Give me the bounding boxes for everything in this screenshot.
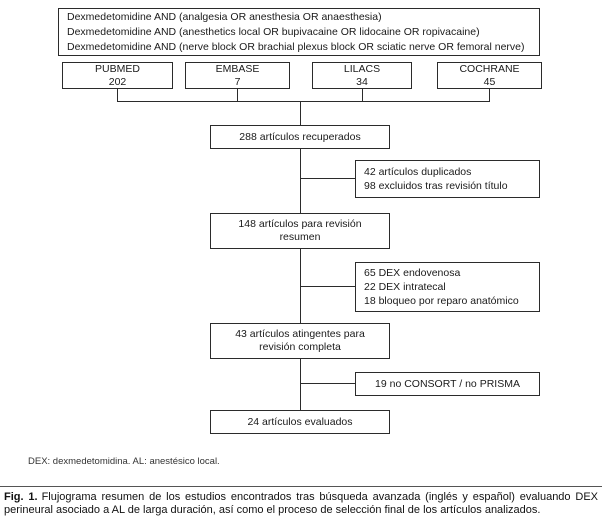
connector-line bbox=[117, 101, 490, 102]
exclusion-line: 22 DEX intratecal bbox=[364, 281, 446, 293]
exclusion-box-consort bbox=[355, 372, 540, 396]
flow-box-abstract-review bbox=[210, 213, 390, 249]
figure-caption-text: Flujograma resumen de los estudios encontrados tras búsqueda avanzada (inglés y español) evaluando DEX perineural asociado a AL de larga duración, así como el proceso de selección final de los artículos analizados. bbox=[4, 491, 599, 516]
flow-box-label: 288 artículos recuperados bbox=[239, 130, 361, 143]
connector-line bbox=[300, 383, 355, 384]
flow-box-label: 148 artículos para revisión bbox=[238, 218, 362, 230]
connector-line bbox=[300, 178, 355, 179]
caption-divider bbox=[0, 486, 602, 487]
flow-box-label: revisión completa bbox=[259, 341, 341, 353]
abbreviations-footnote: DEX: dexmedetomidina. AL: anestésico local. bbox=[28, 456, 220, 467]
database-box-lilacs bbox=[312, 62, 412, 89]
database-count: 34 bbox=[356, 75, 368, 88]
database-box-cochrane bbox=[437, 62, 542, 89]
flow-box-label: 24 artículos evaluados bbox=[247, 415, 353, 428]
database-box-pubmed bbox=[62, 62, 173, 89]
exclusion-line: 18 bloqueo por reparo anatómico bbox=[364, 295, 519, 307]
flow-box-retrieved bbox=[210, 125, 390, 149]
database-box-embase bbox=[185, 62, 290, 89]
connector-line bbox=[300, 149, 301, 213]
database-name: LILACS bbox=[343, 63, 381, 75]
connector-line bbox=[300, 359, 301, 410]
figure-caption bbox=[4, 491, 598, 517]
connector-line bbox=[300, 101, 301, 125]
connector-line bbox=[300, 286, 355, 287]
flow-box-label: resumen bbox=[279, 231, 321, 243]
connector-line bbox=[489, 89, 490, 101]
connector-line bbox=[362, 89, 363, 101]
exclusion-line: 98 excluidos tras revisión título bbox=[364, 180, 508, 192]
connector-line bbox=[237, 89, 238, 101]
search-query-line-3: Dexmedetomidine AND (nerve block OR brachial plexus block OR sciatic nerve OR femoral nerve) bbox=[67, 40, 525, 53]
exclusion-line: 42 artículos duplicados bbox=[364, 166, 472, 178]
exclusion-line: 19 no CONSORT / no PRISMA bbox=[375, 378, 520, 390]
search-query-line-2: Dexmedetomidine AND (anesthetics local OR bupivacaine OR lidocaine OR ropivacaine) bbox=[67, 25, 480, 38]
flow-box-full-review bbox=[210, 323, 390, 359]
database-name: COCHRANE bbox=[459, 63, 520, 75]
search-query-line-1: Dexmedetomidine AND (analgesia OR anesthesia OR anaesthesia) bbox=[67, 10, 382, 23]
database-name: EMBASE bbox=[215, 63, 260, 75]
database-name: PUBMED bbox=[95, 63, 140, 75]
connector-line bbox=[117, 89, 118, 101]
flow-box-evaluated bbox=[210, 410, 390, 434]
figure-caption-label: Fig. 1. bbox=[4, 491, 38, 503]
database-count: 7 bbox=[234, 75, 241, 88]
search-query-box bbox=[58, 8, 540, 56]
exclusion-box-duplicates bbox=[355, 160, 540, 198]
flow-box-label: 43 artículos atingentes para bbox=[235, 328, 365, 340]
database-count: 202 bbox=[108, 75, 127, 88]
exclusion-line: 65 DEX endovenosa bbox=[364, 267, 461, 279]
database-count: 45 bbox=[483, 75, 496, 88]
exclusion-box-route bbox=[355, 262, 540, 312]
